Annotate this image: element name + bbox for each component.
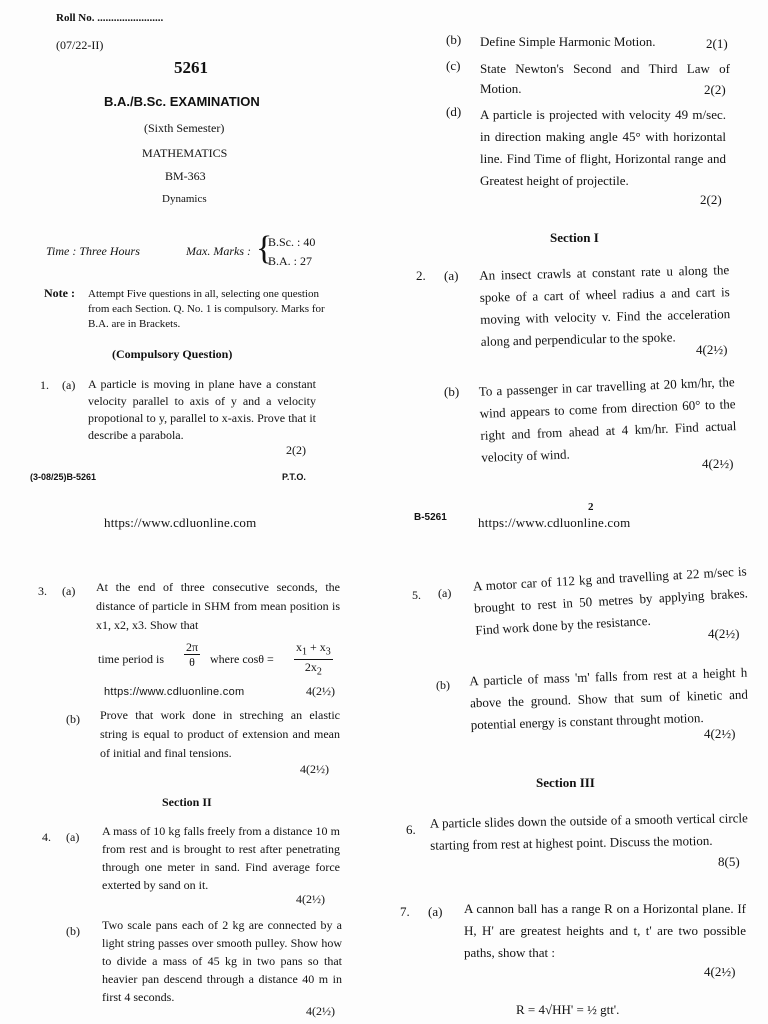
q4b-part: (b) <box>66 924 80 938</box>
max-marks-label: Max. Marks : <box>186 244 251 258</box>
q3-number: 3. <box>38 584 47 598</box>
q1b-part: (b) <box>446 32 462 47</box>
q5a-part: (a) <box>438 586 452 600</box>
q2a-part: (a) <box>444 268 459 283</box>
q3a-part: (a) <box>62 584 76 598</box>
q5a-text: A motor car of 112 kg and travelling at 22 m/sec is brought to rest in 50 metres by applying brakes. Find work done by the resistance. <box>472 563 749 638</box>
q3a-where-cos: where cosθ = <box>210 652 274 666</box>
q3a-time-period: time period is <box>98 652 164 666</box>
q2b-text: To a passenger in car travelling at 20 km/hr, the wind appears to come from direction 60° to the right and from ahead at 4 km/hr. Find actual velocity of wind. <box>478 374 737 465</box>
q6-number: 6. <box>406 822 416 837</box>
q6-text: A particle slides down the outside of a smooth vertical circle starting from rest at highest point. Discuss the motion. <box>429 810 748 853</box>
section-3-heading: Section III <box>536 775 595 790</box>
q1c-text: State Newton's Second and Third Law of Motion. <box>480 61 730 96</box>
q1a-part: (a) <box>62 378 76 392</box>
q1b-text: Define Simple Harmonic Motion. <box>480 34 656 49</box>
q1b-marks: 2(1) <box>706 36 728 51</box>
q1c-part: (c) <box>446 58 461 73</box>
exam-title: B.A./B.Sc. EXAMINATION <box>104 94 260 109</box>
page-2-code: B-5261 <box>414 512 447 523</box>
page-2-column-1 <box>0 540 384 1024</box>
course-code: BM-363 <box>165 169 206 183</box>
q2a-marks: 4(2½) <box>696 342 728 357</box>
q3b-text: Prove that work done in streching an elastic string is equal to product of extension and mean of initial and final tensions. <box>100 708 340 760</box>
q1d-text: A particle is projected with velocity 49 m/sec. in direction making angle 45° with horizontal line. Find Time of flight, Horizontal range and Greatest height of projectile. <box>480 107 726 188</box>
q5b-marks: 4(2½) <box>704 726 736 741</box>
website-link-2[interactable]: https://www.cdluonline.com <box>478 515 631 530</box>
compulsory-heading: (Compulsory Question) <box>112 347 233 361</box>
q1-number: 1. <box>40 378 49 392</box>
q1a-marks: 2(2) <box>286 443 306 457</box>
q4a-text: A mass of 10 kg falls freely from a distance 10 m from rest and is brought to rest after penetrating through one meter in sand. Find average force exterted by sand on it. <box>102 824 340 892</box>
subject: MATHEMATICS <box>142 146 228 160</box>
note-label: Note : <box>44 286 75 300</box>
q5b-text: A particle of mass 'm' falls from rest at a height h above the ground. Show that sum of kinetic and potential energy is constant throught motion. <box>469 664 749 733</box>
session-code: (07/22-II) <box>56 38 104 52</box>
marks-brace: { <box>256 230 273 267</box>
q5-number: 5. <box>412 588 421 602</box>
marks-ba: B.A. : 27 <box>268 254 313 268</box>
note-text: Attempt Five questions in all, selecting one question from each Section. Q. No. 1 is compulsory. Marks for B.A. are in Brackets. <box>88 288 325 330</box>
q3b-marks: 4(2½) <box>300 762 329 776</box>
page-2-number: 2 <box>588 501 594 513</box>
q7a-text: A cannon ball has a range R on a Horizontal plane. If H, H' are greatest heights and t, t' are two possible paths, show that : <box>464 901 746 960</box>
q4a-part: (a) <box>66 830 80 844</box>
q3a-fraction-x: $\frac{x_1 + x_3}{2x_2}$ <box>296 640 331 678</box>
pto-label: P.T.O. <box>282 472 306 482</box>
section-2-heading: Section II <box>162 795 212 809</box>
q4b-text: Two scale pans each of 2 kg are connected by a light string passes over smooth pulley. Show how to divide a mass of 45 kg in two pans so that heavier pan descend through a distance 40 m in first 4 seconds. <box>102 918 342 1004</box>
q5b-part: (b) <box>436 678 450 692</box>
time-allowed: Time : Three Hours <box>46 244 140 258</box>
q5a-marks: 4(2½) <box>708 626 740 641</box>
website-link-3[interactable]: https://www.cdluonline.com <box>104 686 245 698</box>
q3b-part: (b) <box>66 712 80 726</box>
q2b-marks: 4(2½) <box>702 456 734 471</box>
q4b-marks: 4(2½) <box>306 1004 335 1018</box>
q1d-part: (d) <box>446 104 462 119</box>
marks-bsc: B.Sc. : 40 <box>268 235 316 249</box>
q3a-text: At the end of three consecutive seconds, the distance of particle in SHM from mean position is x1, x2, x3. Show that <box>96 580 340 632</box>
q7a-formula: R = 4√HH' = ½ gtt'. <box>516 1002 620 1017</box>
q4a-marks: 4(2½) <box>296 892 325 906</box>
page-1-column-2 <box>400 0 768 500</box>
website-link-1[interactable]: https://www.cdluonline.com <box>104 515 257 530</box>
q1c-marks: 2(2) <box>704 82 726 97</box>
q2b-part: (b) <box>444 384 460 399</box>
roll-number: Roll No. ........................ <box>56 12 164 24</box>
paper-title: Dynamics <box>162 193 207 205</box>
q3a-marks: 4(2½) <box>306 684 335 698</box>
page-1 <box>0 0 384 500</box>
semester: (Sixth Semester) <box>144 121 225 135</box>
q3a-fraction-2pi-theta: $\frac{2\pi}{\theta}$ <box>186 640 199 669</box>
section-1-heading: Section I <box>550 230 599 245</box>
paper-code: 5261 <box>174 58 208 77</box>
q4-number: 4. <box>42 830 51 844</box>
q7-number: 7. <box>400 904 410 919</box>
q7a-marks: 4(2½) <box>704 964 736 979</box>
page-2-column-2 <box>400 540 768 1024</box>
q1a-text: A particle is moving in plane have a constant velocity parallel to axis of y and a velocity propotional to y, parallel to x-axis. Prove that it describe a parabola. <box>88 377 316 442</box>
q7a-part: (a) <box>428 904 443 919</box>
q1d-marks: 2(2) <box>700 192 722 207</box>
q2a-text: An insect crawls at constant rate u along the spoke of a cart of wheel radius a and cart is moving with velocity v. Find the acceleration along and perpendicular to the spoke. <box>479 262 731 349</box>
footer-code: (3-08/25)B-5261 <box>30 472 97 482</box>
q2-number: 2. <box>416 268 426 283</box>
q6-marks: 8(5) <box>718 854 740 869</box>
